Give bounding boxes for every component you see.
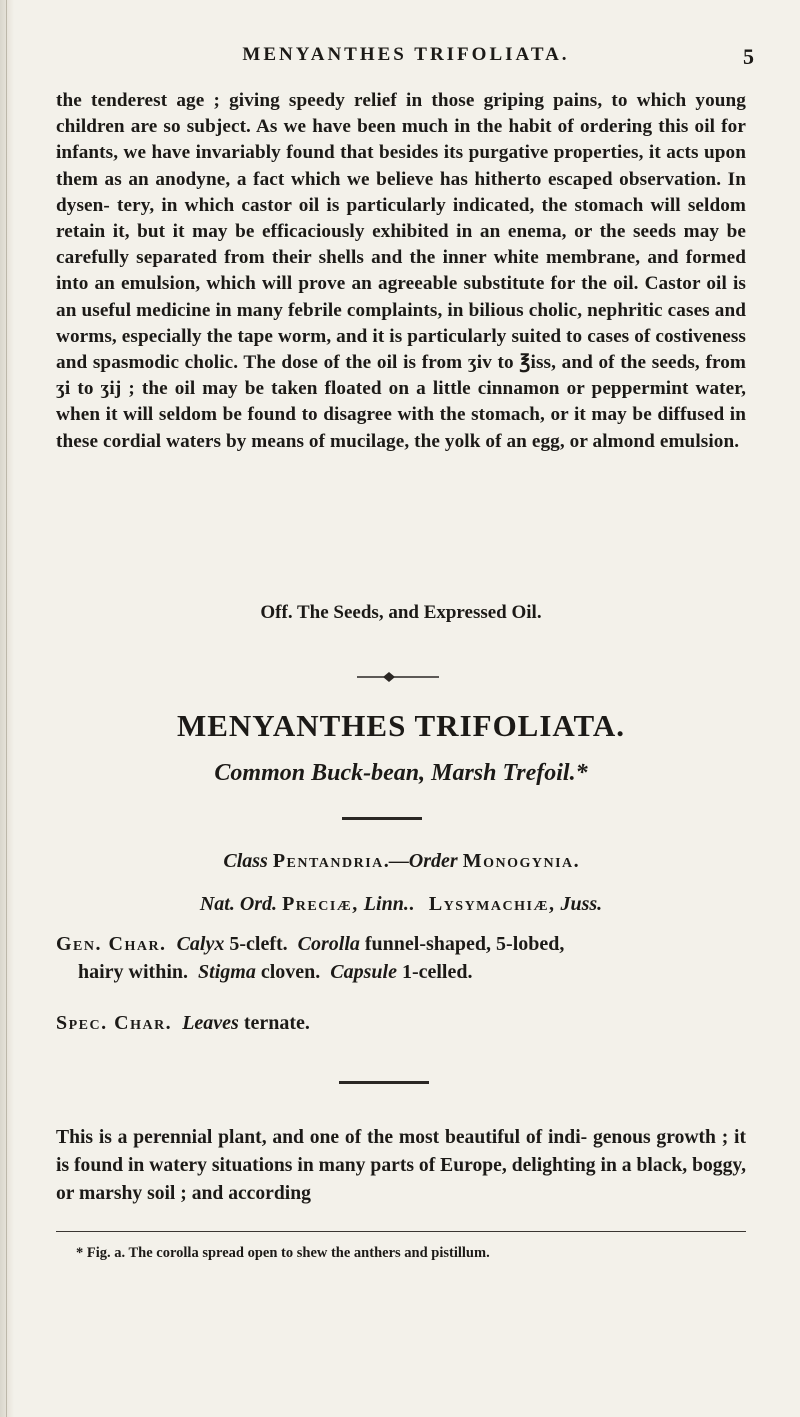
leaves-text: ternate. — [243, 1012, 310, 1034]
class-label: Class — [223, 850, 268, 872]
running-head — [56, 44, 756, 72]
nat-ord-jussieu-author: Juss. — [560, 893, 603, 915]
spine-line — [6, 0, 7, 1417]
description-paragraph: This is a perennial plant, and one of the most beautiful of indi- genous growth ; it is found in watery situations in many parts of Europe, delighting in a black, boggy, or marshy soil ; and according — [56, 1127, 746, 1204]
nat-ord-label: Nat. Ord. — [199, 893, 278, 915]
corolla-text: funnel-shaped, 5-lobed, — [364, 933, 565, 955]
calyx-text: 5-cleft. — [229, 933, 288, 955]
calyx-term: Calyx — [176, 933, 225, 955]
corolla-cont: hairy within. — [78, 961, 189, 983]
stigma-text: cloven. — [260, 961, 321, 983]
ornament-divider — [353, 670, 443, 684]
stigma-term: Stigma — [198, 961, 256, 983]
nat-ord-linnaeus: Preciæ, — [282, 893, 359, 915]
common-name: Common Buck-bean, Marsh Trefoil.* — [214, 760, 588, 786]
species-title: MENYANTHES TRIFOLIATA. — [176, 708, 626, 743]
spec-char-label: Spec. Char. — [56, 1012, 173, 1034]
leaves-term: Leaves — [182, 1012, 239, 1034]
generic-character — [56, 930, 746, 986]
capsule-text: 1-celled. — [401, 961, 473, 983]
class-value: Pentandria — [272, 850, 384, 872]
corolla-term: Corolla — [297, 933, 360, 955]
capsule-term: Capsule — [330, 961, 397, 983]
nat-ord-linnaeus-author: Linn. — [363, 893, 409, 915]
book-spine-edge — [0, 0, 14, 1417]
gen-char-label: Gen. Char. — [56, 933, 167, 955]
specific-character — [56, 1012, 746, 1035]
page-number: 5 — [743, 44, 754, 69]
body-paragraph: the tenderest age ; giving speedy relief in those griping pains, to which young children are so subject. As we have been much in the habit of ordering this oil for infants, we have invariably found that besides its purgative properties, it acts upon them as an anodyne, a fact which we believe has hitherto escaped observation. In dysen- tery, in which castor oil is particularly indicated, the stomach will seldom retain it, but it may be efficaciously exhibited in an enema, or the seeds may be carefully separated from their shells and the inner white membrane, and formed into an emulsion, which will prove an agreeable substitute for the oil. Castor oil is an useful medicine in many febrile complaints, in bilious cholic, nephritic cases and worms, especially the tape worm, and it is particularly suited to cases of costiveness and spasmodic cholic. The dose of the oil is from ʒiv to ℥iss, and of the seeds, from ʒi to ʒij ; the oil may be taken floated on a little cinnamon or peppermint water, when it will seldom be found to disagree with the stomach, or it may be diffused in these cordial waters by means of mucilage, the yolk of an egg, or almond emulsion. — [56, 90, 746, 452]
footnote-rule — [56, 1231, 746, 1232]
class-order-line: Class Pentandria.—Order Monogynia. — [223, 850, 579, 872]
natural-order-line: Nat. Ord. Preciæ, Linn.. Lysymachiæ, Juss. — [199, 893, 603, 915]
gen-char-continuation — [56, 958, 746, 986]
short-rule — [342, 817, 422, 820]
running-title: MENYANTHES TRIFOLIATA. — [242, 44, 570, 65]
officinal-parts: Off. The Seeds, and Expressed Oil. — [260, 602, 542, 623]
section-rule — [339, 1081, 429, 1084]
footnote: * Fig. a. The corolla spread open to shew the anthers and pistillum. — [76, 1245, 490, 1261]
order-label: Order — [408, 850, 458, 872]
nat-ord-jussieu: Lysymachiæ, — [428, 893, 556, 915]
order-value: Monogynia — [462, 850, 574, 872]
